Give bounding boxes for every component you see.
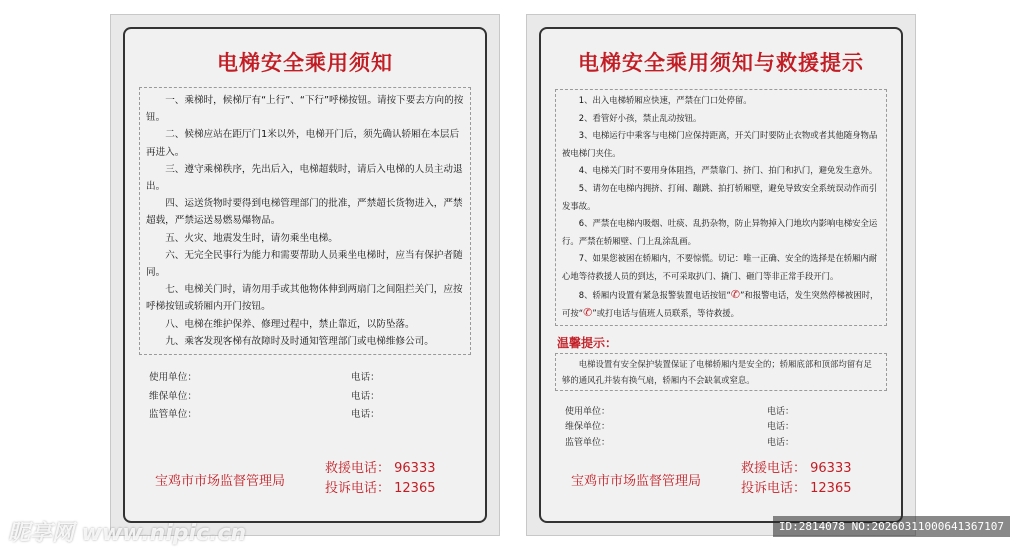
rule-item: 五、火灾、地震发生时，请勿乘坐电梯。 xyxy=(165,232,338,244)
unit-phone: 电话： xyxy=(351,390,380,402)
notice-title: 电梯安全乘用须知 xyxy=(217,50,393,75)
rule-item: 2、看管好小孩，禁止乱动按钮。 xyxy=(578,112,702,123)
rules-box xyxy=(139,87,471,355)
units-list xyxy=(149,369,485,425)
unit-phone: 电话： xyxy=(351,372,380,384)
unit-phone: 电话： xyxy=(767,422,795,433)
notice-sheet-left xyxy=(110,14,500,536)
unit-label: 使用单位： xyxy=(565,406,611,417)
footer xyxy=(571,459,881,499)
unit-row xyxy=(149,369,485,388)
rule-item: 四、运送货物时要得到电梯管理部门的批准，严禁超长货物进入，严禁超载，严禁运送易燃易爆物品。 xyxy=(146,198,463,227)
unit-label: 维保单位： xyxy=(565,422,611,433)
rule-item: 3、电梯运行中乘客与电梯门应保持距离，开关门时要防止衣物或者其他随身物品被电梯门夹住。 xyxy=(562,130,878,158)
rescue-phone: 救援电话： 96333 xyxy=(325,461,436,476)
rule-item: 1、出入电梯轿厢应快速，严禁在门口处停留。 xyxy=(578,95,752,105)
units-list xyxy=(565,405,901,452)
rule-item: 七、电梯关门时，请勿用手或其他物体伸到两扇门之间阻拦关门，应按呼梯按钮或轿厢内开门按钮。 xyxy=(146,284,463,313)
unit-phone: 电话： xyxy=(767,437,795,448)
rule-item: 二、候梯应站在距厅门1米以外，电梯开门后，须先确认轿厢在本层后再进入。 xyxy=(146,129,460,158)
unit-row xyxy=(149,406,485,425)
rule-item: 六、无完全民事行为能力和需要帮助人员乘坐电梯时，应当有保护者随同。 xyxy=(146,249,463,279)
rules-box xyxy=(555,89,887,326)
warm-tip-box xyxy=(555,353,887,391)
unit-label: 使用单位： xyxy=(149,372,197,384)
unit-label: 维保单位： xyxy=(149,390,197,402)
warm-tip-text: 电梯设置有安全保护装置保证了电梯轿厢内是安全的；轿厢底部和顶部均留有足够的通风孔并装有换气扇，轿厢内不会缺氧或窒息。 xyxy=(562,358,872,385)
rule-item: 5、请勿在电梯内拥挤、打闹、蹦跳、拍打轿厢壁，避免导致安全系统误动作而引发事故。 xyxy=(562,182,878,211)
watermark-site: 昵享网 www.nipic.cn xyxy=(8,521,247,546)
notice-frame xyxy=(539,27,903,523)
unit-row xyxy=(565,420,901,436)
rule8-text: ”和报警电话，发生突然停梯被困时，可按“ xyxy=(562,289,879,319)
agency-name: 宝鸡市市场监督管理局 xyxy=(155,473,286,489)
notice-title: 电梯安全乘用须知与救援提示 xyxy=(578,50,864,75)
rule-item xyxy=(562,286,880,323)
notice-frame xyxy=(123,27,487,523)
rule-item: 6、严禁在电梯内吸烟、吐痰、乱扔杂物，防止异物掉入门地坎内影响电梯安全运行。严禁在轿厢壁、门上乱涂乱画。 xyxy=(562,218,878,246)
unit-row xyxy=(149,388,485,407)
phone-icon: ✆ xyxy=(583,306,593,320)
rule-item: 7、如果您被困在轿厢内，不要惊慌。切记：唯一正确、安全的选择是在轿厢内耐心地等待救援人员的到达，不可采取扒门、撬门、砸门等非正常手段开门。 xyxy=(562,253,878,281)
unit-phone: 电话： xyxy=(351,409,380,421)
rule8-text: 8、轿厢内设置有紧急报警装置电话按钮“ xyxy=(578,289,731,300)
rule8-text: ”或打电话与值班人员联系，等待救援。 xyxy=(592,308,740,319)
unit-row xyxy=(565,405,901,421)
agency-name: 宝鸡市市场监督管理局 xyxy=(571,473,702,489)
notice-sheet-right xyxy=(526,14,916,536)
footer xyxy=(155,459,465,499)
unit-label: 监管单位： xyxy=(149,409,197,421)
rule-item: 三、遵守乘梯秩序，先出后入，电梯超载时，请后入电梯的人员主动退出。 xyxy=(146,163,463,193)
rule-item: 九、乘客发现客梯有故障时及时通知管理部门或电梯维修公司。 xyxy=(165,335,434,347)
rule-item: 4、电梯关门时不要用身体阻挡，严禁靠门、挤门、拍门和扒门，避免发生意外。 xyxy=(578,165,878,176)
complaint-phone: 投诉电话： 12365 xyxy=(741,481,852,496)
phone-icon: ✆ xyxy=(730,287,741,301)
complaint-phone: 投诉电话： 12365 xyxy=(325,481,436,496)
warm-tip-title: 温馨提示： xyxy=(557,335,618,350)
hotlines xyxy=(325,459,436,499)
rule-item: 八、电梯在维护保养、修理过程中，禁止靠近，以防坠落。 xyxy=(165,318,415,330)
hotlines xyxy=(741,459,852,499)
rule-item: 一、乘梯时，候梯厅有“上行”、“下行”呼梯按钮。请按下要去方向的按钮。 xyxy=(146,95,464,124)
watermark-id: ID:2814078 NO:20260311000641367107 xyxy=(773,516,1010,537)
rescue-phone: 救援电话： 96333 xyxy=(741,461,852,476)
unit-row xyxy=(565,436,901,452)
unit-label: 监管单位： xyxy=(565,437,611,448)
unit-phone: 电话： xyxy=(767,406,795,417)
